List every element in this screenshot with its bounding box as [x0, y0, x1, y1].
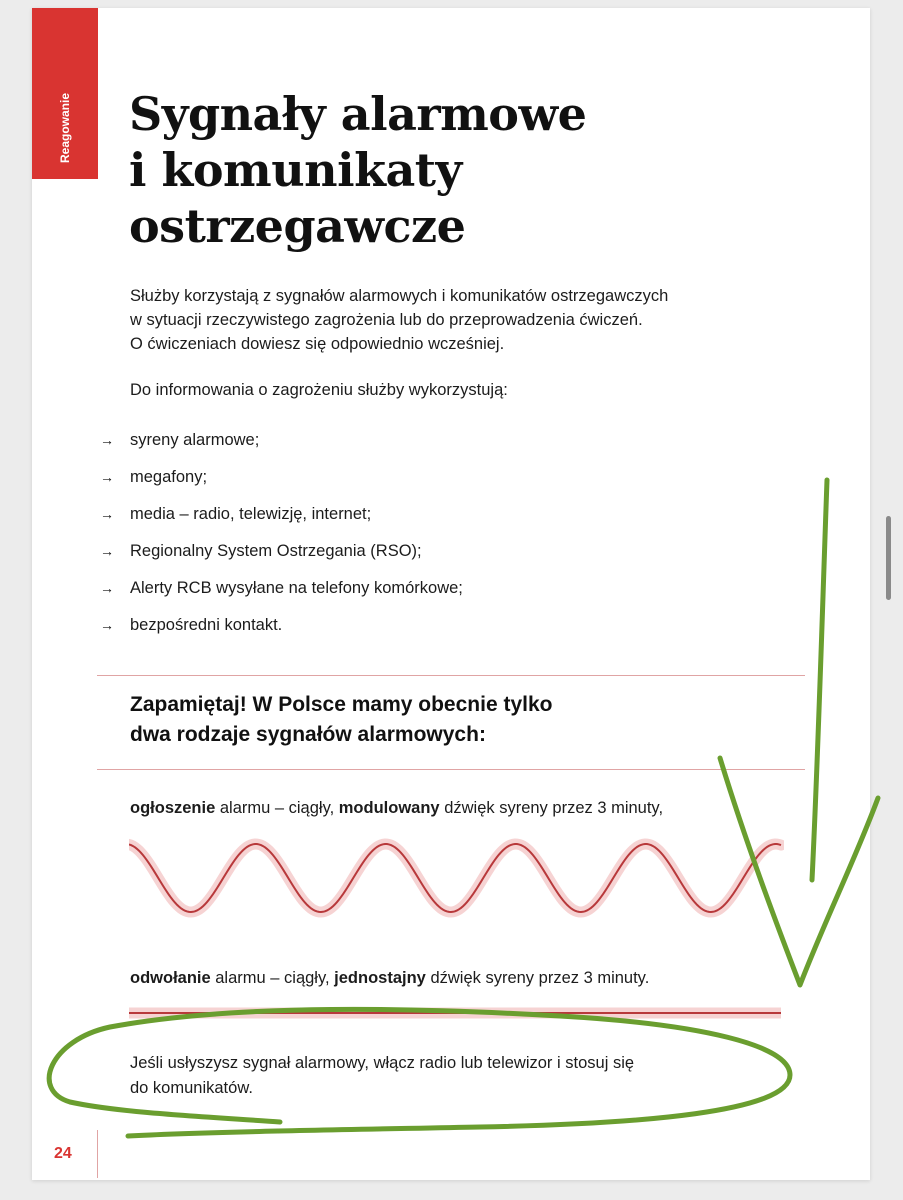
- section-tab: [32, 8, 98, 179]
- list-item: [100, 467, 463, 504]
- list-item-text: Regionalny System Ostrzegania (RSO);: [130, 542, 422, 560]
- arrow-right-icon: →: [100, 617, 114, 633]
- title-line: i komunikaty: [129, 143, 462, 197]
- arrow-right-icon: →: [100, 580, 114, 596]
- alarm-bold: modulowany: [338, 799, 440, 817]
- title-line: ostrzegawcze: [129, 199, 466, 253]
- channel-list: [100, 430, 463, 652]
- cancel-signal-description: [130, 969, 790, 988]
- list-item: [100, 578, 463, 615]
- divider-top: [97, 675, 805, 676]
- page-title: [129, 86, 689, 254]
- arrow-right-icon: →: [100, 506, 114, 522]
- list-item-text: megafony;: [130, 468, 208, 486]
- section-label: Reagowanie: [58, 92, 72, 164]
- document-page: [32, 8, 870, 1180]
- cancel-text: dźwięk syreny przez 3 minuty.: [425, 969, 650, 987]
- list-item: [100, 504, 463, 541]
- lead-text: Do informowania o zagrożeniu służby wykorzystują:: [130, 381, 508, 399]
- advice-line: do komunikatów.: [130, 1079, 253, 1097]
- continuous-tone-graphic: [129, 1005, 784, 1021]
- alarm-term: ogłoszenie: [130, 799, 216, 817]
- arrow-right-icon: →: [100, 543, 114, 559]
- remember-line: Zapamiętaj! W Polsce mamy obecnie tylko: [130, 693, 553, 716]
- alarm-signal-description: [130, 799, 790, 818]
- list-item-text: media – radio, telewizję, internet;: [130, 505, 372, 523]
- modulated-wave-graphic: [129, 826, 784, 926]
- list-item-text: bezpośredni kontakt.: [130, 616, 283, 634]
- advice-line: Jeśli usłyszysz sygnał alarmowy, włącz radio lub telewizor i stosuj się: [130, 1054, 635, 1072]
- alarm-text: dźwięk syreny przez 3 minuty,: [439, 799, 664, 817]
- cancel-term: odwołanie: [130, 969, 211, 987]
- advice-text: [130, 1051, 770, 1101]
- arrow-right-icon: →: [100, 469, 114, 485]
- alarm-text: alarmu – ciągły,: [215, 799, 339, 817]
- divider-bottom: [97, 769, 805, 770]
- intro-paragraph: [130, 284, 790, 356]
- wave-halo: [129, 844, 781, 912]
- intro-line: O ćwiczeniach dowiesz się odpowiednio wcześniej.: [130, 335, 505, 353]
- page-number-separator: [97, 1130, 98, 1178]
- title-line: Sygnały alarmowe: [129, 87, 587, 141]
- remember-heading: [130, 690, 750, 750]
- remember-line: dwa rodzaje sygnałów alarmowych:: [130, 723, 486, 746]
- intro-line: w sytuacji rzeczywistego zagrożenia lub do przeprowadzenia ćwiczeń.: [130, 311, 643, 329]
- page-number: 24: [54, 1145, 72, 1162]
- list-item-text: syreny alarmowe;: [130, 431, 260, 449]
- scrollbar-thumb[interactable]: [886, 516, 891, 600]
- list-item-text: Alerty RCB wysyłane na telefony komórkowe;: [130, 579, 463, 597]
- list-item: [100, 541, 463, 578]
- list-item: [100, 615, 463, 652]
- intro-line: Służby korzystają z sygnałów alarmowych i komunikatów ostrzegawczych: [130, 287, 669, 305]
- arrow-right-icon: →: [100, 432, 114, 448]
- cancel-text: alarmu – ciągły,: [210, 969, 335, 987]
- list-item: [100, 430, 463, 467]
- cancel-bold: jednostajny: [334, 969, 426, 987]
